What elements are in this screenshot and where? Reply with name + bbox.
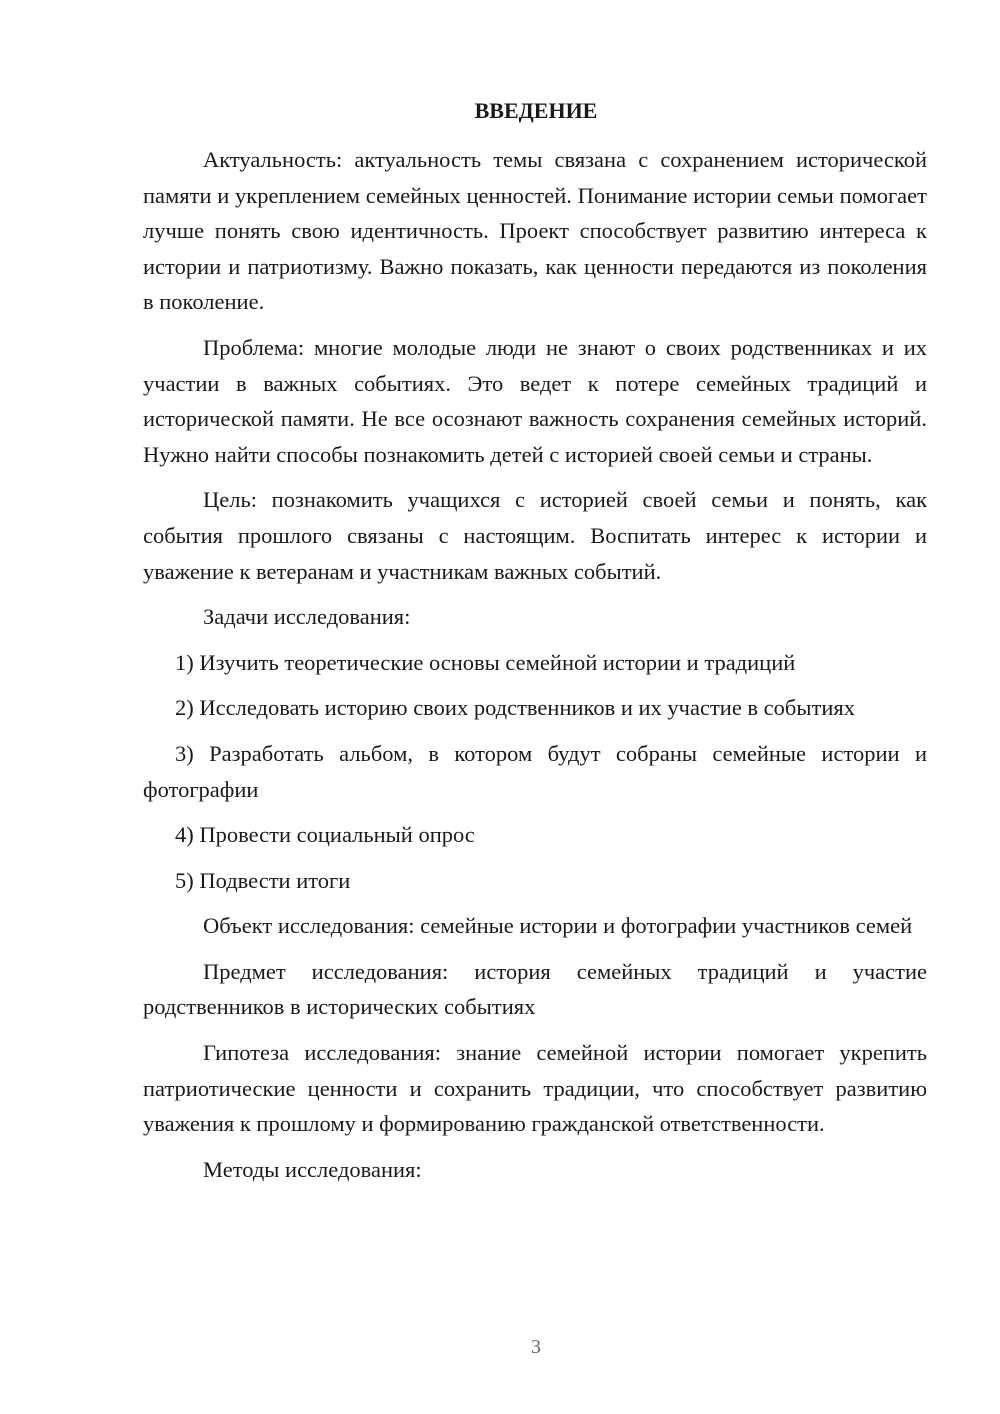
goal-paragraph: Цель: познакомить учащихся с историей своей семьи и понять, как события прошлого связаны с настоящим. Воспитать интерес к истории и уважение к ветеранам и участникам важных событий. — [143, 487, 927, 584]
section-heading: ВВЕДЕНИЕ — [474, 98, 598, 123]
task-item-1: 1) Изучить теоретические основы семейной истории и традиций — [175, 649, 796, 675]
subject-paragraph: Предмет исследования: история семейных традиций и участие родственников в исторических событиях — [143, 958, 927, 1020]
task-item-5: 5) Подвести итоги — [175, 867, 351, 893]
relevance-paragraph: Актуальность: актуальность темы связана с сохранением исторической памяти и укреплением семейных ценностей. Понимание истории семьи помогает лучше понять свою идентичность. Проект способствует развитию интереса к истории и патриотизму. Важно показать, как ценности передаются из поколения в поколение. — [143, 147, 927, 315]
tasks-heading: Задачи исследования: — [203, 604, 411, 630]
document-body — [143, 142, 927, 1187]
task-item-2: 2) Исследовать историю своих родственников и их участие в событиях — [175, 695, 855, 721]
methods-heading: Методы исследования: — [203, 1156, 422, 1182]
task-item-3: 3) Разработать альбом, в котором будут собраны семейные истории и фотографии — [143, 740, 927, 802]
task-item-4: 4) Провести социальный опрос — [175, 822, 475, 848]
page-number: 3 — [531, 1336, 541, 1358]
problem-paragraph: Проблема: многие молодые люди не знают о своих родственниках и их участии в важных событиях. Это ведет к потере семейных традиций и исторической памяти. Не все осознают важность сохранения семейных историй. Нужно найти способы познакомить детей с историей своей семьи и страны. — [143, 334, 927, 467]
hypothesis-paragraph: Гипотеза исследования: знание семейной истории помогает укрепить патриотические ценности и сохранить традиции, что способствует развитию уважения к прошлому и формированию гражданской ответственности. — [143, 1040, 927, 1137]
object-paragraph: Объект исследования: семейные истории и фотографии участников семей — [203, 913, 913, 939]
